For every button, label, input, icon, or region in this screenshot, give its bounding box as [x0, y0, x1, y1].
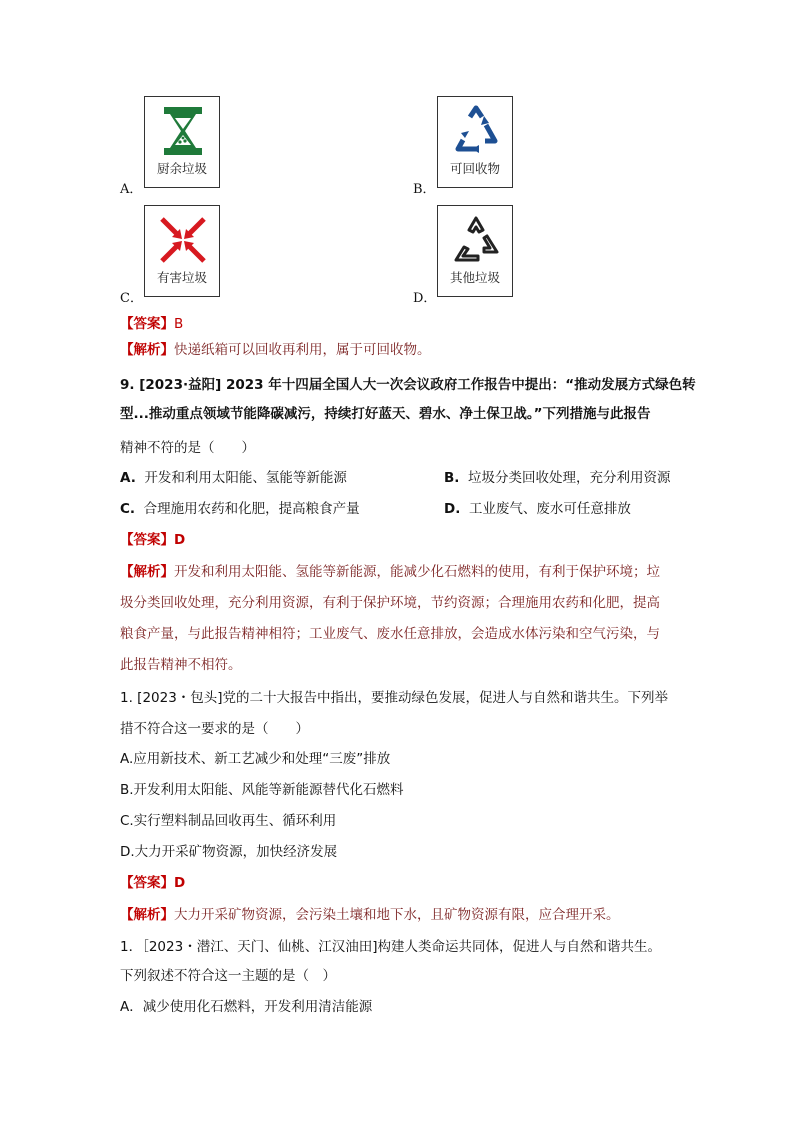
option-text: 工业废气、废水可任意排放: [468, 501, 631, 517]
answer-label: 【答案】: [120, 316, 174, 332]
analysis-text: 开发和利用太阳能、氢能等新能源，能减少化石燃料的使用，有利于保护环境；垃: [174, 564, 660, 580]
q9-option-a: [120, 468, 347, 488]
answer-value: D: [174, 875, 186, 891]
option-letter-d: D．: [413, 291, 437, 306]
sign-caption: 可回收物: [449, 161, 500, 176]
option-letter: D.: [444, 501, 461, 517]
answer-label: 【答案】: [120, 875, 174, 891]
q9-analysis-line-4: 此报告精神不相符。: [120, 657, 242, 673]
q9-stem-line-2: 型...推动重点领域节能降碳减污，持续打好蓝天、碧水、净土保卫战。”下列措施与此报告: [120, 406, 651, 422]
cross-arrows-icon: [158, 214, 208, 266]
analysis-label: 【解析】: [120, 342, 174, 358]
sign-hazardous: [144, 205, 220, 297]
q9-stem-line-3: 精神不符的是（ ）: [120, 440, 255, 456]
option-letter: B.: [444, 470, 460, 486]
sign-caption: 有害垃圾: [156, 270, 207, 285]
analysis-label: 【解析】: [120, 907, 174, 923]
option-letter: A.: [120, 470, 136, 486]
recycle-outline-icon: [451, 214, 501, 266]
q1a-stem-line-2: 措不符合这一要求的是（ ）: [120, 721, 309, 737]
sign-caption: 厨余垃圾: [156, 161, 207, 176]
analysis-text: 快递纸箱可以回收再利用，属于可回收物。: [174, 342, 431, 358]
q1a-stem-line-1: 1. [2023・包头]党的二十大报告中指出，要推动绿色发展，促进人与自然和谐共生。下列举: [120, 690, 669, 706]
option-text: 开发和利用太阳能、氢能等新能源: [144, 470, 347, 486]
sign-kitchen-waste: [144, 96, 220, 188]
analysis-line: [120, 340, 431, 360]
q9-analysis-line-3: 粮食产量，与此报告精神相符；工业废气、废水任意排放，会造成水体污染和空气污染，与: [120, 626, 660, 642]
answer-value: D: [174, 532, 186, 548]
q9-answer-line: [120, 530, 185, 550]
q1a-option-d: D.大力开采矿物资源，加快经济发展: [120, 844, 338, 860]
option-text: 垃圾分类回收处理，充分利用资源: [468, 470, 671, 486]
q1a-option-a: A.应用新技术、新工艺减少和处理“三废”排放: [120, 751, 391, 767]
answer-value: B: [174, 316, 184, 332]
answer-line: [120, 314, 183, 334]
q1a-option-b: B.开发利用太阳能、风能等新能源替代化石燃料: [120, 782, 404, 798]
q1b-stem-line-2: 下列叙述不符合这一主题的是（ ）: [120, 968, 336, 984]
sign-caption: 其他垃圾: [449, 270, 500, 285]
sign-recyclable: [437, 96, 513, 188]
q9-option-d: [444, 499, 631, 519]
option-letter-c: C．: [120, 291, 143, 306]
q1a-analysis-line: [120, 905, 620, 925]
q1b-option-a: A．减少使用化石燃料，开发利用清洁能源: [120, 999, 373, 1015]
q1a-option-c: C.实行塑料制品回收再生、循环利用: [120, 813, 337, 829]
option-letter: C.: [120, 501, 136, 517]
option-letter-b: B．: [413, 182, 436, 197]
sign-other-waste: [437, 205, 513, 297]
analysis-label: 【解析】: [120, 564, 174, 580]
recycle-icon: [451, 105, 501, 157]
q9-analysis-line-2: 圾分类回收处理，充分利用资源，有利于保护环境，节约资源；合理施用农药和化肥，提高: [120, 595, 660, 611]
hourglass-icon: [158, 105, 208, 157]
q1b-stem-line-1: 1．［2023・潜江、天门、仙桃、江汉油田]构建人类命运共同体，促进人与自然和谐共生。: [120, 939, 661, 955]
analysis-text: 大力开采矿物资源，会污染土壤和地下水，且矿物资源有限，应合理开采。: [174, 907, 620, 923]
q9-analysis-line-1: [120, 562, 660, 582]
q1a-answer-line: [120, 873, 185, 893]
option-text: 合理施用农药和化肥，提高粮食产量: [143, 501, 360, 517]
q9-option-c: [120, 499, 360, 519]
q9-option-b: [444, 468, 671, 488]
answer-label: 【答案】: [120, 532, 174, 548]
q9-stem-line-1: 9. [2023·益阳] 2023 年十四届全国人大一次会议政府工作报告中提出：“推动发展方式绿色转: [120, 377, 696, 393]
option-letter-a: A．: [120, 182, 143, 197]
